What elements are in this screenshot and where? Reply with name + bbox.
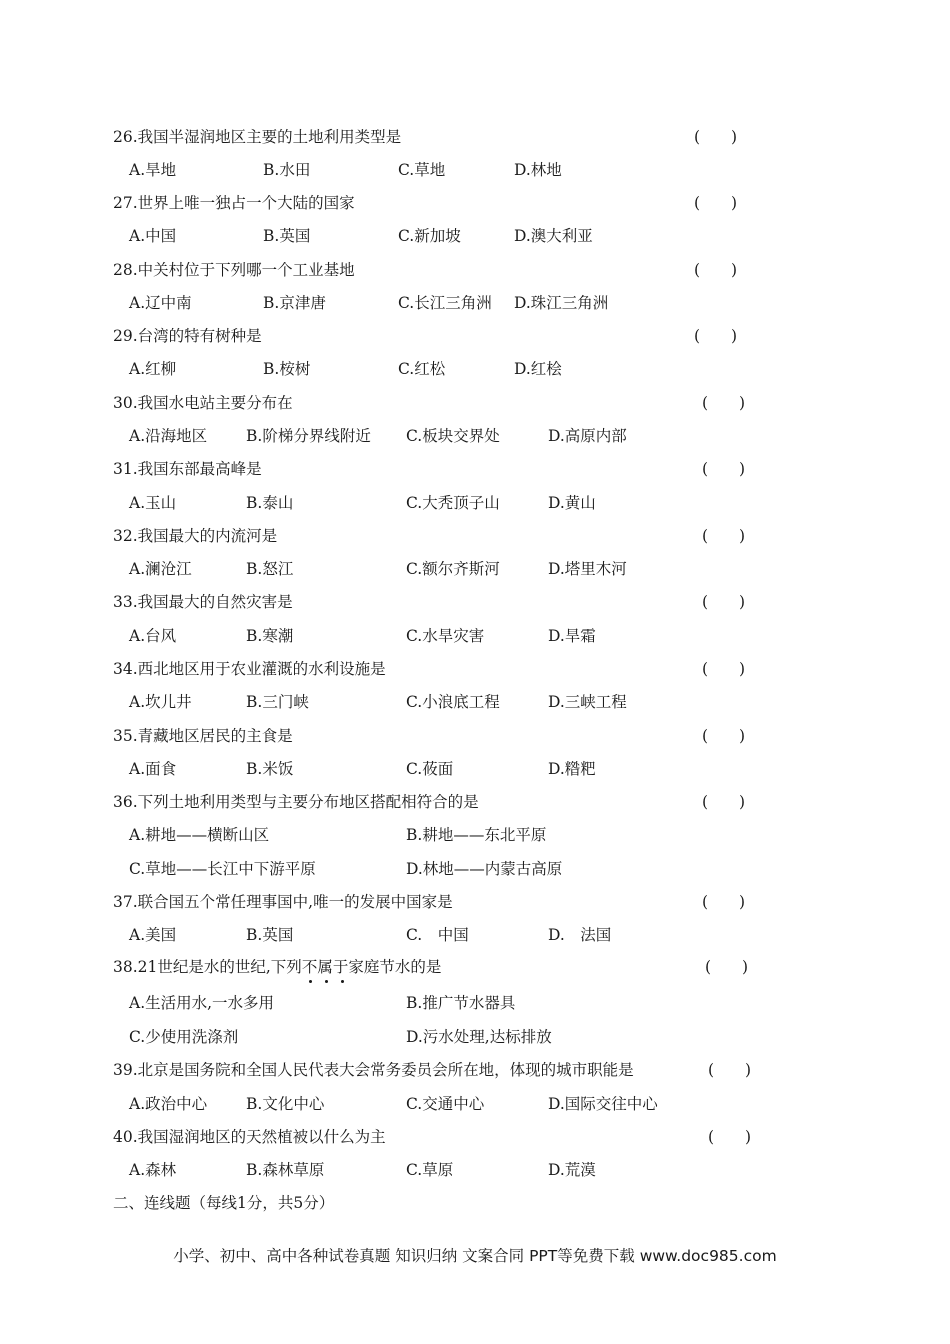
emphasis-dot [341, 980, 344, 983]
option-27-b: B.英国 [263, 227, 311, 245]
answer-blank-34: ( ) [702, 660, 746, 678]
option-28-b: B.京津唐 [263, 294, 326, 312]
answer-blank-40: ( ) [708, 1128, 752, 1146]
option-27-c: C.新加坡 [398, 227, 461, 245]
option-35-a: A.面食 [129, 760, 177, 778]
option-38-d: D.污水处理,达标排放 [406, 1028, 552, 1046]
answer-blank-30: ( ) [702, 394, 746, 412]
question-37-stem: 37.联合国五个常任理事国中,唯一的发展中国家是 [113, 893, 453, 911]
question-40-stem: 40.我国湿润地区的天然植被以什么为主 [113, 1128, 386, 1146]
section-heading-matching: 二、连线题（每线1分，共5分） [113, 1194, 335, 1212]
emphasis-dot [325, 980, 328, 983]
question-39-stem: 39.北京是国务院和全国人民代表大会常务委员会所在地，体现的城市职能是 [113, 1061, 634, 1079]
option-31-d: D.黄山 [548, 494, 596, 512]
emphasis-dot [309, 980, 312, 983]
option-39-c: C.交通中心 [406, 1095, 485, 1113]
option-28-a: A.辽中南 [129, 294, 192, 312]
option-26-a: A.旱地 [129, 161, 177, 179]
question-32-stem: 32.我国最大的内流河是 [113, 527, 278, 545]
option-29-b: B.桉树 [263, 360, 311, 378]
question-35-stem: 35.青藏地区居民的主食是 [113, 727, 293, 745]
option-31-a: A.玉山 [129, 494, 177, 512]
option-37-a: A.美国 [129, 926, 177, 944]
answer-blank-36: ( ) [702, 793, 746, 811]
option-34-c: C.小浪底工程 [406, 693, 500, 711]
option-32-b: B.怒江 [246, 560, 294, 578]
answer-blank-35: ( ) [702, 727, 746, 745]
option-39-b: B.文化中心 [246, 1095, 325, 1113]
option-26-d: D.林地 [514, 161, 562, 179]
option-27-d: D.澳大利亚 [514, 227, 593, 245]
question-28-stem: 28.中关村位于下列哪一个工业基地 [113, 261, 355, 279]
question-33-stem: 33.我国最大的自然灾害是 [113, 593, 293, 611]
option-30-a: A.沿海地区 [129, 427, 208, 445]
option-35-b: B.米饭 [246, 760, 294, 778]
option-28-c: C.长江三角洲 [398, 294, 492, 312]
option-33-b: B.寒潮 [246, 627, 294, 645]
option-39-a: A.政治中心 [129, 1095, 208, 1113]
option-29-c: C.红松 [398, 360, 446, 378]
answer-blank-28: ( ) [694, 261, 738, 279]
footer-url: www.doc985.com [639, 1247, 777, 1265]
footer-text: 小学、初中、高中各种试卷真题 知识归纳 文案合同 PPT等免费下载 [173, 1247, 635, 1265]
question-30-stem: 30.我国水电站主要分布在 [113, 394, 293, 412]
option-32-c: C.额尔齐斯河 [406, 560, 500, 578]
option-36-d: D.林地——内蒙古高原 [406, 860, 563, 878]
answer-blank-27: ( ) [694, 194, 738, 212]
question-26-stem: 26.我国半湿润地区主要的土地利用类型是 [113, 128, 402, 146]
option-39-d: D.国际交往中心 [548, 1095, 658, 1113]
question-27-stem: 27.世界上唯一独占一个大陆的国家 [113, 194, 355, 212]
question-38-stem [113, 957, 441, 977]
option-30-d: D.高原内部 [548, 427, 627, 445]
option-37-c: C. 中国 [406, 926, 469, 944]
option-33-c: C.水旱灾害 [406, 627, 485, 645]
option-37-d: D. 法国 [548, 926, 612, 944]
option-30-c: C.板块交界处 [406, 427, 500, 445]
question-34-stem: 34.西北地区用于农业灌溉的水利设施是 [113, 660, 386, 678]
option-35-c: C.莜面 [406, 760, 454, 778]
option-40-d: D.荒漠 [548, 1161, 596, 1179]
option-36-a: A.耕地——横断山区 [129, 826, 270, 844]
option-38-a: A.生活用水,一水多用 [129, 994, 275, 1012]
option-38-b: B.推广节水器具 [406, 994, 516, 1012]
option-34-a: A.坎儿井 [129, 693, 192, 711]
option-38-c: C.少使用洗涤剂 [129, 1028, 239, 1046]
option-33-d: D.旱霜 [548, 627, 596, 645]
question-31-stem: 31.我国东部最高峰是 [113, 460, 262, 478]
answer-blank-26: ( ) [694, 128, 738, 146]
option-34-b: B.三门峡 [246, 693, 309, 711]
question-36-stem: 36.下列土地利用类型与主要分布地区搭配相符合的是 [113, 793, 479, 811]
option-27-a: A.中国 [129, 227, 177, 245]
option-26-c: C.草地 [398, 161, 446, 179]
option-40-c: C.草原 [406, 1161, 454, 1179]
option-31-c: C.大秃顶子山 [406, 494, 500, 512]
answer-blank-38: ( ) [705, 958, 749, 976]
option-26-b: B.水田 [263, 161, 311, 179]
option-35-d: D.糌粑 [548, 760, 596, 778]
option-30-b: B.阶梯分界线附近 [246, 427, 371, 445]
answer-blank-31: ( ) [702, 460, 746, 478]
option-32-d: D.塔里木河 [548, 560, 627, 578]
answer-blank-37: ( ) [702, 893, 746, 911]
option-31-b: B.泰山 [246, 494, 294, 512]
emphasis-not-belong: 不属于 [302, 958, 349, 976]
option-34-d: D.三峡工程 [548, 693, 627, 711]
page-footer [0, 1246, 950, 1266]
question-38-stem-start: 38.21世纪是水的世纪,下列 [113, 958, 302, 976]
answer-blank-33: ( ) [702, 593, 746, 611]
option-37-b: B.英国 [246, 926, 294, 944]
option-36-b: B.耕地——东北平原 [406, 826, 547, 844]
answer-blank-32: ( ) [702, 527, 746, 545]
option-28-d: D.珠江三角洲 [514, 294, 609, 312]
option-32-a: A.澜沧江 [129, 560, 192, 578]
option-33-a: A.台风 [129, 627, 177, 645]
option-36-c: C.草地——长江中下游平原 [129, 860, 316, 878]
option-29-d: D.红桧 [514, 360, 562, 378]
option-29-a: A.红柳 [129, 360, 177, 378]
question-38-stem-end: 家庭节水的是 [348, 958, 442, 976]
answer-blank-29: ( ) [694, 327, 738, 345]
question-29-stem: 29.台湾的特有树种是 [113, 327, 262, 345]
option-40-b: B.森林草原 [246, 1161, 325, 1179]
answer-blank-39: ( ) [708, 1061, 752, 1079]
option-40-a: A.森林 [129, 1161, 177, 1179]
